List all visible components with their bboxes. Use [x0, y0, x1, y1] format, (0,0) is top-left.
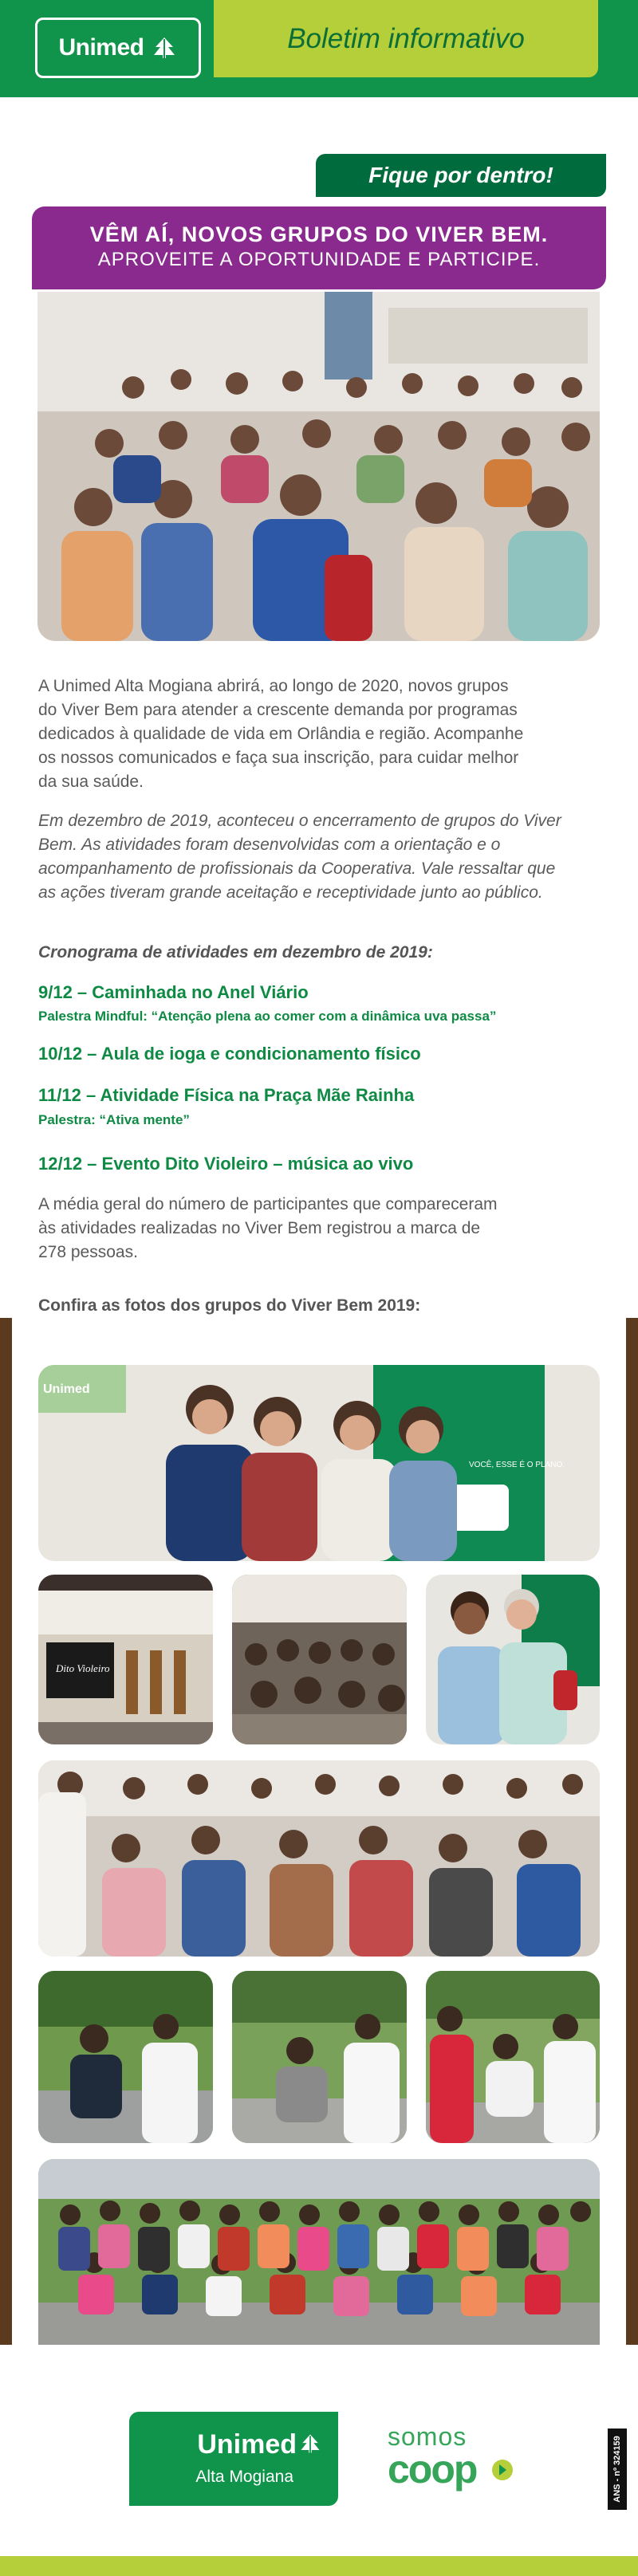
photo-sign-dito: Dito Violeiro: [56, 1662, 110, 1674]
attendance-paragraph: [38, 1193, 601, 1264]
gallery-photo-outdoor-checkup-3: [426, 1971, 600, 2143]
footer-bar: [0, 2556, 638, 2576]
closing-line: Bem. As atividades foram desenvolvidas com a orientação e o: [38, 836, 501, 854]
attendance-line: às atividades realizadas no Viver Bem registrou a marca de: [38, 1219, 481, 1237]
photo-banner-text: VOCÊ, ESSE É O PLANO.: [469, 1461, 565, 1469]
closing-groups-paragraph: [38, 809, 601, 905]
music-illustration: [38, 1575, 213, 1744]
footer-logo-name: Unimed: [197, 2429, 297, 2460]
closing-line: as ações tiveram grande aceitação e receptividade junto ao público.: [38, 883, 543, 902]
event-title: 11/12 – Atividade Física na Praça Mãe Rainha: [38, 1085, 415, 1105]
unimed-alta-mogiana-logo[interactable]: [129, 2412, 338, 2506]
intro-line: dedicados à qualidade de vida em Orlândia e região. Acompanhe: [38, 725, 524, 743]
unimed-tree-icon: [151, 36, 178, 60]
gallery-photo-two-women: [426, 1575, 600, 1744]
attendance-line: A média geral do número de participantes que compareceram: [38, 1195, 498, 1213]
outdoor-checkup-illustration: [426, 1971, 600, 2143]
concert-illustration: [232, 1575, 407, 1744]
gallery-photo-outdoor-checkup-2: [232, 1971, 407, 2143]
gallery-photo-seated-group: [38, 1760, 600, 1957]
footer-logo-region: Alta Mogiana: [195, 2468, 293, 2486]
gallery-photo-concert: [232, 1575, 407, 1744]
newsletter-title: Boletim informativo: [287, 22, 525, 54]
closing-line: acompanhamento de profissionais da Cooperativa. Vale ressaltar que: [38, 859, 556, 878]
ans-text: ANS - nº 324159: [612, 2436, 622, 2503]
coop-text: coop: [388, 2447, 477, 2491]
somos-coop-logo: [388, 2422, 523, 2494]
intro-paragraph: [38, 674, 601, 794]
event-title: 9/12 – Caminhada no Anel Viário: [38, 982, 309, 1002]
hero-photo-audience: [37, 292, 600, 641]
gallery-heading: Confira as fotos dos grupos do Viver Bem 2019:: [38, 1296, 421, 1315]
intro-line: do Viver Bem para atender a crescente demanda por programas: [38, 701, 518, 719]
unimed-tree-icon: [298, 2432, 322, 2455]
gallery-photo-staff: [38, 1365, 600, 1561]
two-women-illustration: [426, 1575, 600, 1744]
seated-group-illustration: [38, 1760, 600, 1957]
intro-line: da sua saúde.: [38, 773, 144, 791]
closing-line: Em dezembro de 2019, aconteceu o encerramento de grupos do Viver: [38, 812, 561, 830]
outdoor-checkup-illustration: [232, 1971, 407, 2143]
headline-line1: VÊM AÍ, NOVOS GRUPOS DO VIVER BEM.: [89, 222, 549, 246]
intro-line: os nossos comunicados e faça sua inscrição, para cuidar melhor: [38, 749, 519, 767]
gallery-photo-big-group: [38, 2159, 600, 2345]
photo-sign-unimed: Unimed: [43, 1382, 90, 1396]
ans-registration-badge: [608, 2429, 627, 2510]
big-group-illustration: [38, 2159, 600, 2345]
gallery-photo-outdoor-checkup-1: [38, 1971, 213, 2143]
event-subtitle: Palestra Mindful: “Atenção plena ao comer com a dinâmica uva passa”: [38, 1009, 497, 1024]
somos-text: somos: [388, 2422, 467, 2451]
gallery-photo-music: [38, 1575, 213, 1744]
event-title: 10/12 – Aula de ioga e condicionamento físico: [38, 1044, 421, 1064]
section-tag: Fique por dentro!: [316, 154, 606, 197]
attendance-line: 278 pessoas.: [38, 1243, 138, 1261]
unimed-logo[interactable]: [35, 18, 201, 78]
coop-arrow-icon: [491, 2459, 514, 2481]
outdoor-checkup-illustration: [38, 1971, 213, 2143]
audience-illustration: [37, 292, 600, 641]
headline-banner: [32, 206, 606, 289]
event-title: 12/12 – Evento Dito Violeiro – música ao vivo: [38, 1154, 414, 1174]
headline-line2: APROVEITE A OPORTUNIDADE E PARTICIPE.: [97, 249, 541, 270]
logo-text: Unimed: [58, 34, 144, 61]
intro-line: A Unimed Alta Mogiana abrirá, ao longo de 2020, novos grupos: [38, 677, 509, 695]
event-subtitle: Palestra: “Ativa mente”: [38, 1112, 190, 1127]
schedule-heading: Cronograma de atividades em dezembro de 2019:: [38, 943, 433, 962]
